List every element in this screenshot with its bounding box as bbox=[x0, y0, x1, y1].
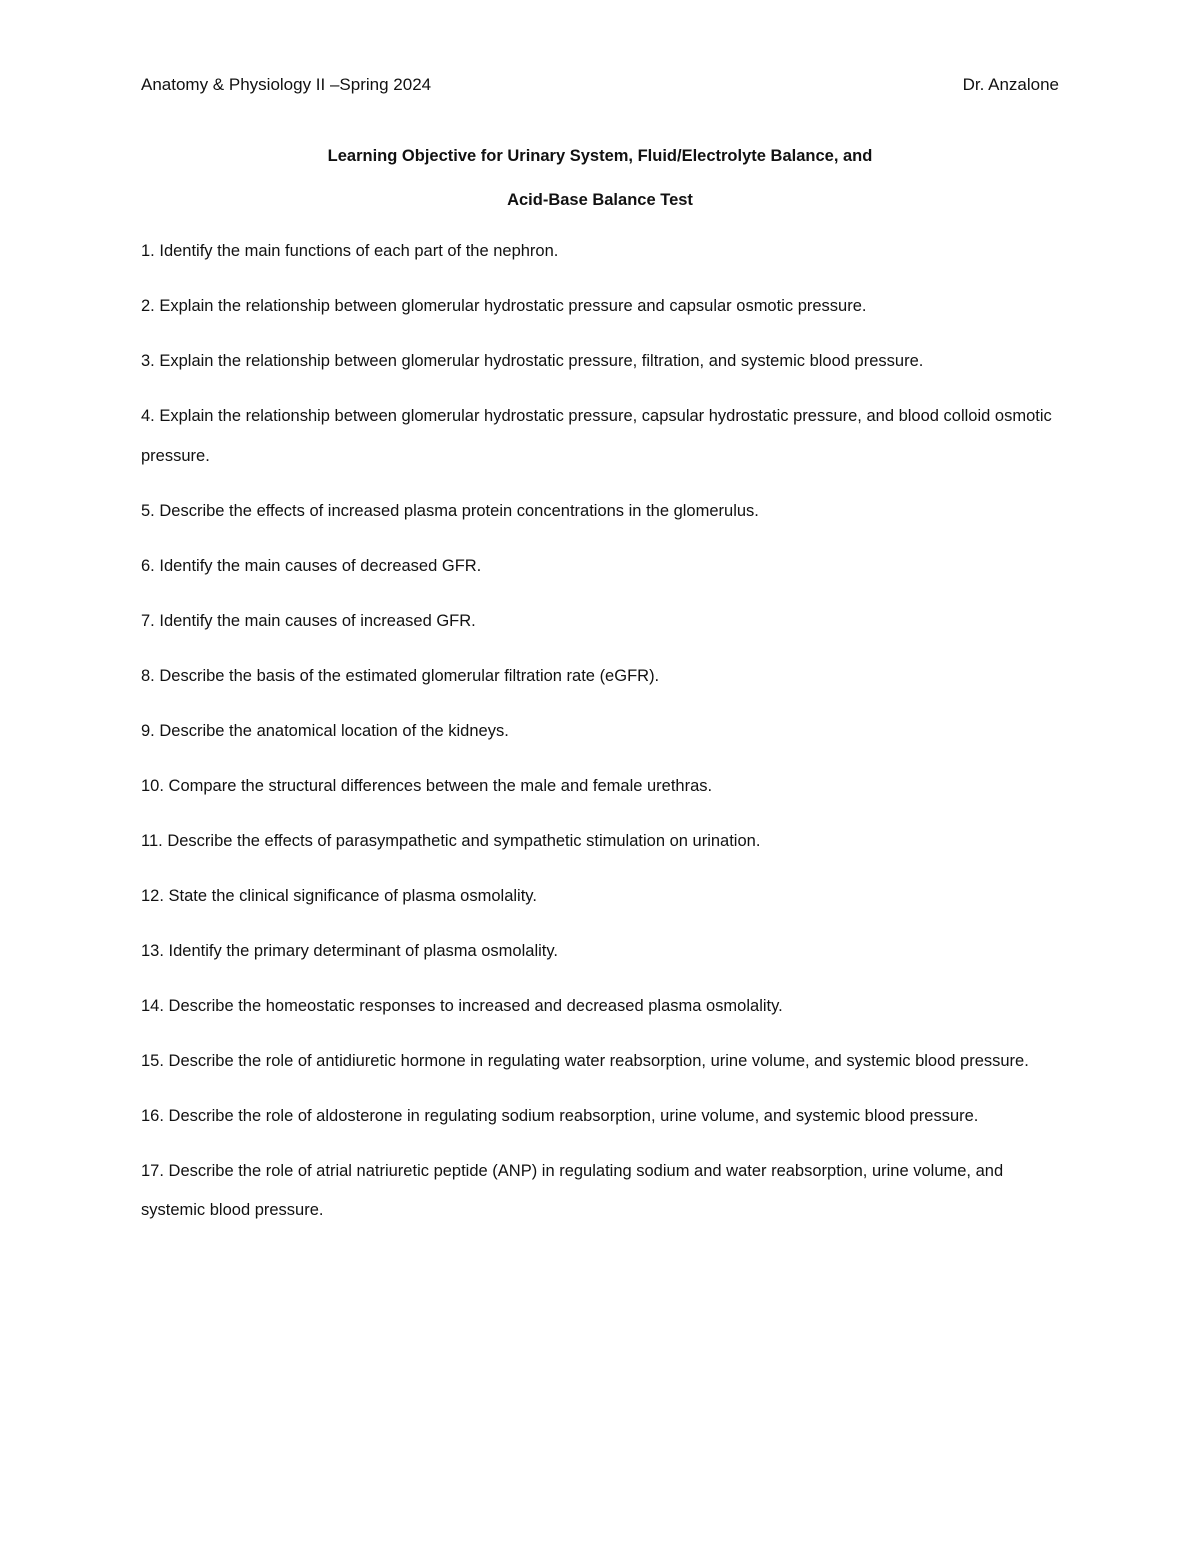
objective-number: 4. bbox=[141, 407, 155, 425]
objective-item bbox=[141, 232, 1061, 272]
objective-number: 6. bbox=[141, 556, 155, 575]
objective-number: 12. bbox=[141, 886, 164, 905]
objective-text: Describe the basis of the estimated glomerular filtration rate (eGFR). bbox=[159, 666, 660, 685]
objective-item bbox=[141, 877, 1061, 917]
objective-text: Describe the role of aldosterone in regulating sodium reabsorption, urine volume, and systemic blood pressure. bbox=[168, 1106, 979, 1125]
objective-item bbox=[141, 1152, 1061, 1231]
objective-number: 13. bbox=[141, 941, 164, 960]
objective-item bbox=[141, 1042, 1061, 1082]
objective-text: Identify the main causes of decreased GFR. bbox=[159, 556, 482, 575]
objective-number: 15. bbox=[141, 1051, 164, 1070]
objective-item bbox=[141, 602, 1061, 642]
objective-number: 2. bbox=[141, 297, 155, 315]
objective-number: 11. bbox=[141, 831, 163, 850]
objective-text: Describe the anatomical location of the kidneys. bbox=[159, 721, 509, 740]
objective-text: Explain the relationship between glomerular hydrostatic pressure, capsular hydrostatic pressure, and blood colloid osmotic pressure. bbox=[141, 407, 1052, 465]
objective-number: 14. bbox=[141, 996, 164, 1015]
objective-number: 9. bbox=[141, 721, 155, 740]
objective-number: 5. bbox=[141, 501, 155, 520]
objective-item bbox=[141, 397, 1061, 476]
objective-number: 3. bbox=[141, 352, 155, 370]
course-title: Anatomy & Physiology II –Spring 2024 bbox=[141, 75, 432, 94]
objective-item bbox=[141, 657, 1061, 697]
objective-text: Explain the relationship between glomerular hydrostatic pressure, filtration, and systemic blood pressure. bbox=[159, 352, 924, 370]
objective-item bbox=[141, 987, 1061, 1027]
objective-number: 16. bbox=[141, 1106, 164, 1125]
objective-text: Identify the primary determinant of plasma osmolality. bbox=[168, 941, 558, 960]
objective-number: 1. bbox=[141, 242, 155, 260]
objective-item bbox=[141, 767, 1061, 807]
objective-text: Describe the effects of increased plasma protein concentrations in the glomerulus. bbox=[159, 501, 759, 520]
objective-text: State the clinical significance of plasma osmolality. bbox=[168, 886, 537, 905]
objective-text: Identify the main causes of increased GFR. bbox=[159, 611, 476, 630]
objective-item bbox=[141, 822, 1061, 862]
document-title-line-2: Acid-Base Balance Test bbox=[507, 191, 693, 209]
objective-text: Describe the effects of parasympathetic and sympathetic stimulation on urination. bbox=[167, 831, 761, 850]
objective-number: 8. bbox=[141, 666, 155, 685]
objective-item bbox=[141, 1097, 1061, 1137]
objective-text: Describe the role of atrial natriuretic peptide (ANP) in regulating sodium and water reabsorption, urine volume, and systemic blood pressure. bbox=[141, 1161, 1004, 1219]
objectives-list bbox=[141, 232, 1061, 1246]
instructor-name: Dr. Anzalone bbox=[962, 75, 1059, 94]
objective-item bbox=[141, 712, 1061, 752]
objective-text: Describe the role of antidiuretic hormone in regulating water reabsorption, urine volume, and systemic blood pressure. bbox=[168, 1051, 1029, 1070]
page-header bbox=[141, 73, 1059, 97]
objective-item bbox=[141, 287, 1061, 327]
objective-text: Explain the relationship between glomerular hydrostatic pressure and capsular osmotic pressure. bbox=[159, 297, 867, 315]
objective-text: Compare the structural differences between the male and female urethras. bbox=[168, 776, 713, 795]
objective-item bbox=[141, 547, 1061, 587]
objective-number: 17. bbox=[141, 1161, 164, 1180]
document-title-line-1: Learning Objective for Urinary System, Fluid/Electrolyte Balance, and bbox=[327, 147, 873, 165]
objective-item bbox=[141, 492, 1061, 532]
objective-text: Describe the homeostatic responses to increased and decreased plasma osmolality. bbox=[168, 996, 783, 1015]
objective-number: 10. bbox=[141, 776, 164, 795]
objective-item bbox=[141, 932, 1061, 972]
objective-item bbox=[141, 342, 1061, 382]
objective-number: 7. bbox=[141, 611, 155, 630]
objective-text: Identify the main functions of each part of the nephron. bbox=[159, 242, 559, 260]
